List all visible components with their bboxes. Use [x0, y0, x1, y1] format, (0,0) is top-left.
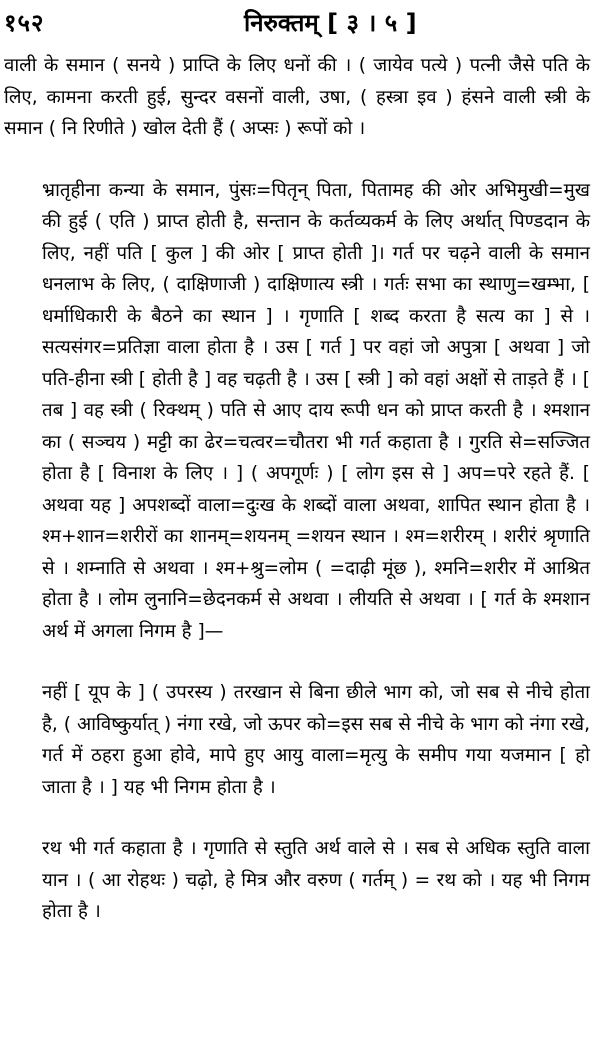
paragraph-3: नहीं [ यूप के ] ( उपरस्य ) तरखान से बिना छीले भाग को, जो सब से नीचे होता है, ( आविष्कुर्यात् ) नंगा रखे, जो ऊपर को=इस सब से नीचे के भाग को नंगा रखे, गर्त में ठहरा हुआ होवे, मापे हुए आयु वाला=मृत्यु के समीप गया यजमान [ हो जाता है । ] यह भी निगम होता है । [42, 682, 590, 798]
paragraph-2: भ्रातृहीना कन्या के समान, पुंसः=पितृन् पिता, पितामह की ओर अभिमुखी=मुख की हुई ( एति ) प्राप्त होती है, सन्तान के कर्तव्यकर्म के लिए अर्थात् पिण्डदान के लिए, नहीं पति [ कुल ] की ओर [ प्राप्त होती ]। गर्त पर चढ़ने वाली के समान धनलाभ के लिए, ( दाक्षिणाजी ) दाक्षिणात्य स्त्री । गर्तः सभा का स्थाणु=खम्भा, [ धर्माधिकारी के बैठने का स्थान ] । गृणाति [ शब्द करता है सत्य का ] से । सत्यसंगर=प्रतिज्ञा वाला होता है । उस [ गर्त ] पर वहां जो अपुत्रा [ अथवा ] जो पति-हीना स्त्री [ होती है ] वह चढ़ती है । उस [ स्त्री ] को वहां अक्षों से ताड़ते हैं । [ तब ] वह स्त्री ( रिक्थम् ) पति से आए दाय रूपी धन को प्राप्त करती है । श्मशान का ( सञ्चय ) मट्टी का ढेर=चत्वर=चौतरा भी गर्त कहाता है । गुरति से=सज्जित होता है [ विनाश के लिए । ] ( अपगूर्णः ) [ लोग इस से ] अप=परे रहते हैं. [ अथवा यह ] अपशब्दों वाला=दुःख के शब्दों वाला अथवा, शापित स्थान होता है । श्म+शान=शरीरों का शानम्=शयनम् =शयन स्थान । श्म=शरीरम् । शरीरं श्रृणाति से । शम्नाति से अथवा । श्म+श्रु=लोम ( =दाढ़ी मूंछ ), श्मनि=शरीर में आश्रित होता है । लोम लुनानि=छेदनकर्म से अथवा । लीयति से अथवा । [ गर्त के श्मशान अर्थ में अगला निगम है ]— [42, 179, 590, 642]
page-body [4, 50, 590, 928]
paragraph-1: वाली के समान ( सनये ) प्राप्ति के लिए धनों की । ( जायेव पत्ये ) पत्नी जैसे पति के लिए, कामना करती हुई, सुन्दर वसनों वाली, उषा, ( हस्त्रा इव ) हंसने वाली स्त्री के समान ( नि रिणीते ) खोल देती हैं ( अप्सः ) रूपों को । [4, 55, 590, 139]
page-header [4, 2, 594, 42]
paragraph-4: रथ भी गर्त कहाता है । गृणाति से स्तुति अर्थ वाले से । सब से अधिक स्तुति वाला यान । ( आ रोहथः ) चढ़ो, हे मित्र और वरुण ( गर्तम् ) = रथ को । यह भी निगम होता है । [42, 838, 590, 922]
page-number: १५२ [4, 9, 45, 37]
running-title: निरुक्तम् [ ३ । ५ ] [244, 9, 417, 37]
